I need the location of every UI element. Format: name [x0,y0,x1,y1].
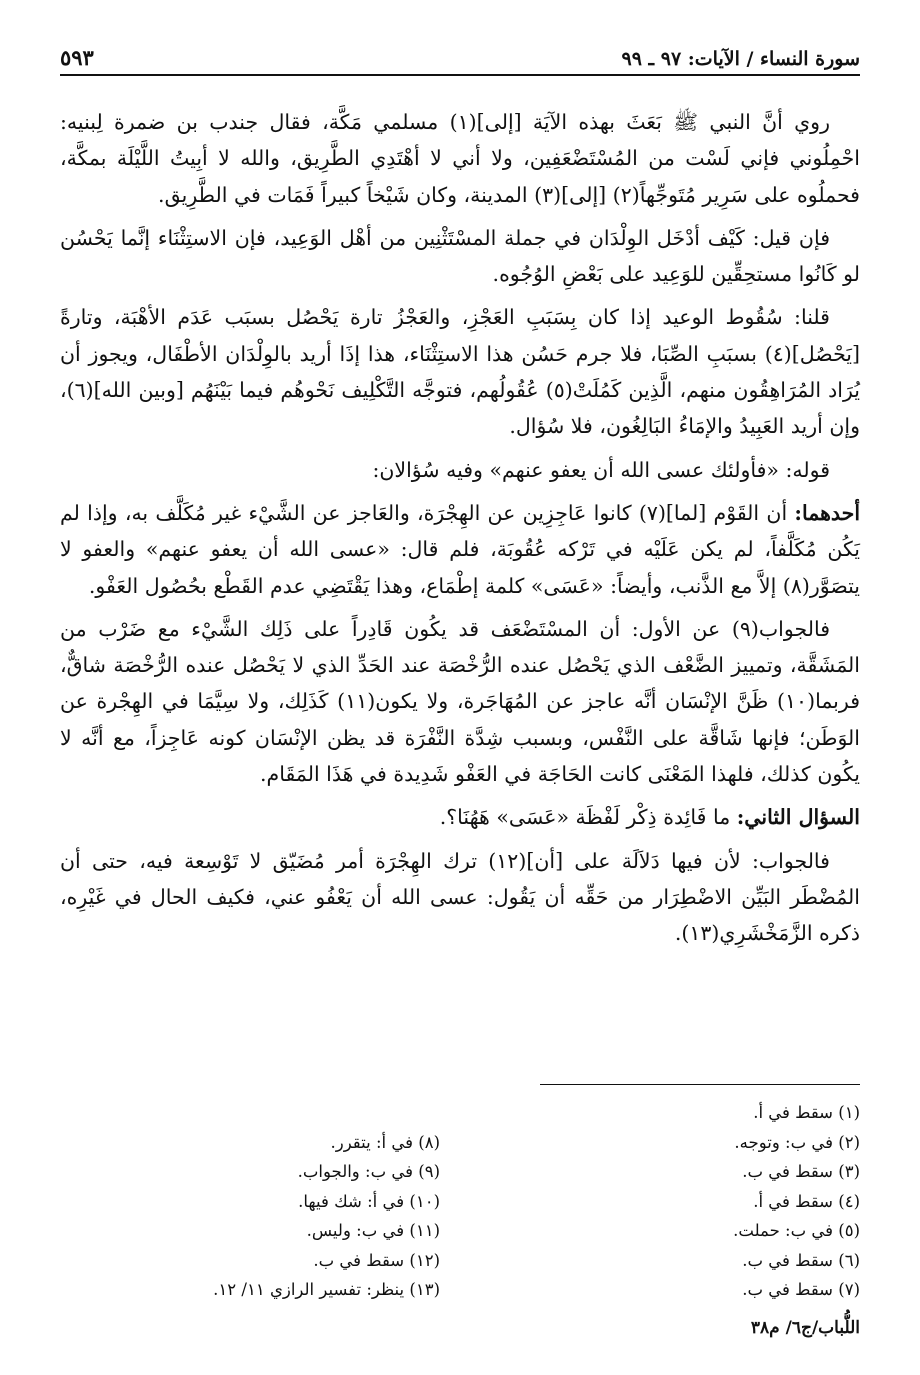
paragraph: السؤال الثاني: ما فَائِدة ذِكْر لَفْظَة «عَسَى» هَهُنَا؟. [439,805,860,830]
page-number: ٥٩٣ [60,45,94,70]
footnote: (١٢) سقط في ب. [313,1250,440,1270]
footnote: (٤) سقط في أ. [753,1191,860,1211]
footnote: (١) سقط في أ. [753,1103,860,1122]
footnote: (٦) سقط في ب. [742,1250,860,1270]
signature-mark: اللُّباب/ج٦/ م٣٨ [750,1318,860,1338]
footnotes-column-left [60,1128,440,1305]
paragraph: فالجواب: لأن فيها دَلاَلَة على [أن](١٢) ترك الهِجْرَة أمر مُضَيّق لا تَوْسِعة فيه، حتى أن المُضْطَر البَيِّن الاضْطِرَار من حَقِّه أن يَقُول: عسى الله أن يَعْفُو عني، فكيف الحال في غَيْرِه، ذكره الزَّمَخْشَرِي(١٣). [60,848,860,946]
paragraph: قلنا: سُقُوط الوعيد إذا كان بِسَبَبِ العَجْزِ، والعَجْزُ تارة يَحْصُل بسبَب عَدَم الأهْبَة، وتارةً [يَحْصُل](٤) بسبَبِ الصِّبَا، فلا جرم حَسُن هذا الاستِثْنَاء، هذا إذَا أريد بالوِلْدَان الأطْفَال، ويجوز أن يُرَاد المُرَاهِقُون منهم، الَّذِين كَمُلَتْ(٥) عُقُولُهم، فتوجَّه التَّكْلِيف نَحْوهُم فيما بَيْنَهُم [وبين الله](٦)، وإن أريد العَبِيدُ والإمَاءُ البَالِغُون، فلا سُؤال. [60,305,860,439]
footnote: (١٣) ينظر: تفسير الرازي ١١/ ١٢. [213,1280,440,1299]
footnote: (٥) في ب: حملت. [733,1221,860,1240]
footnote-divider [540,1084,860,1085]
page-header [60,34,860,76]
question-heading: أحدهما: [794,500,861,525]
footnotes-column-right [460,1098,860,1305]
main-text [60,104,860,959]
running-title: سورة النساء / الآيات: ٩٧ ـ ٩٩ [621,48,860,70]
paragraph: قوله: «فأولئك عسى الله أن يعفو عنهم» وفيه سُؤالان: [372,457,830,482]
paragraph: روي أنَّ النبي ﷺ بَعَثَ بهذه الآيَة [إلى](١) مسلمي مَكَّة، فقال جندب بن ضمرة لِبنيه: احْمِلُوني فإني لَسْت من المُسْتَضْعَفِين، ولا أني لا أهْتَدِي الطَّرِيق، والله لا أبِيتُ اللَّيْلَة بمكَّة، فحملُوه على سَرِير مُتَوجِّهاً(٢) [إلى](٣) المدينة، وكان شَيْخاً كبيراً فَمَات في الطَّرِيق. [60,110,860,207]
paragraph: فإن قيل: كَيْف أدْخَل الوِلْدَان في جملة المسْتَثْنِين من أهْل الوَعِيد، فإن الاستِثْنَاء إنَّما يَحْسُن لو كَانُوا مستحِقِّين للوَعِيد على بَعْضِ الوُجُوه. [60,225,860,287]
footnote: (٢) في ب: وتوجه. [734,1132,860,1152]
footnote: (٣) سقط في ب. [742,1162,860,1181]
paragraph: أحدهما: أن القَوْم [لما](٧) كانوا عَاجِزِين عن الهِجْرَة، والعَاجز عن الشَّيْء غير مُكَلَّف به، وإذا لم يَكُن مُكَلَّفاً، لم يكن عَلَيْه في تَرْكه عُقُوبَة، فلم قال: «عسى الله أن يعفو عنهم» والعفو لا يتصَوَّر(٨) إلاَّ مع الذَّنب، وأيضاً: «عَسَى» كلمة إطْمَاع، وهذا يَقْتَضِي عدم القَطْع بحُصُول العَفْو. [60,500,861,598]
footnote: (١١) في ب: وليس. [306,1221,440,1240]
footnote: (٨) في أ: يتقرر. [330,1132,440,1152]
footnote: (١٠) في أ: شك فيها. [298,1191,440,1211]
footnote: (٧) سقط في ب. [742,1280,860,1299]
footnote: (٩) في ب: والجواب. [297,1162,440,1181]
paragraph: فالجواب(٩) عن الأول: أن المسْتَضْعَف قد يكُون قَادِراً على ذَلِك الشَّيْء مع ضَرْب من المَشَقَّة، وتمييز الضَّعْف الذي يَحْصُل عنده الرُّخْصَة عند الحَدِّ الذي لا يَحْصُل عنده الرُّخْصَة شاقٌّ، فربما(١٠) ظَنَّ الإنْسَان أنَّه عاجز عن المُهَاجَرة، ولا يكون(١١) كَذَلِك، ولا سِيَّمَا في الهِجْرة عن الوَطَن؛ فإنها شَاقَّة على النَّفْس، وبسبب شِدَّة النَّفْرَة قد يظن الإنْسَان كونه عَاجِزاً، مع أنَّه لا يكُون كذلك، فلهذا المَعْنَى كانت الحَاجَة في العَفْو شَدِيدة في هَذَا المَقَام. [60,616,860,787]
question-heading: السؤال الثاني: [736,805,860,830]
